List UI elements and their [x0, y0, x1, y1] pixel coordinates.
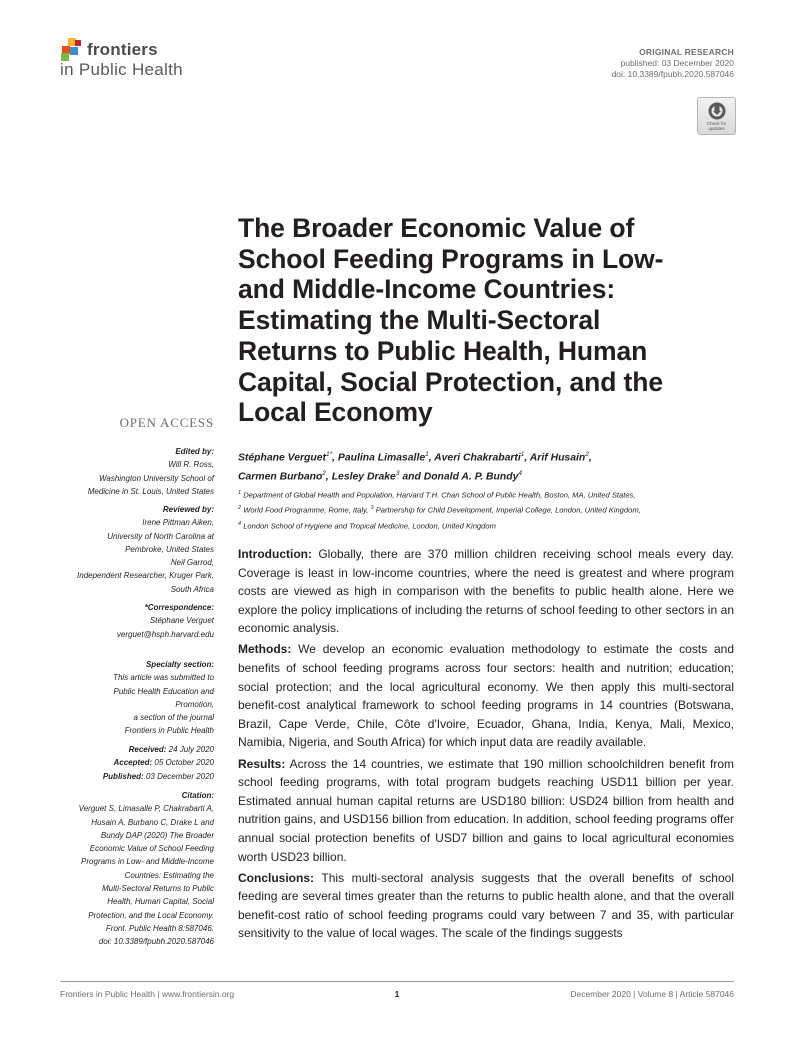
- affiliation: $^2$ World Food Programme, Rome, Italy, $^3$ Partnership for Child Development, Imperial College, London, United Kingdom,: [238, 505, 641, 515]
- author-name[interactable]: Stéphane Verguet: [238, 452, 326, 464]
- abstract-conclusions: Conclusions: This multi-sectoral analysis suggests that the overall benefits of school feeding are several times greater than the returns to public health alone, and that the overall benefit-cost ratio of school feeding programs could vary between 7 and 35, with particular sensitivity to the value of local wages. The scale of the findings suggests: [238, 870, 734, 941]
- sidebar-citation: Citation: Verguet S, Limasalle P, Chakrabarti A, Husain A, Burbano C, Drake L and Bundy DAP (2020) The Broader Economic Value of School Feeding Programs in Low- and Middle-Income Countries: Estimating the Multi-Sectoral Returns to Public Health, Human Capital, Social Protection, and the Local Economy. Front. Public Health 8:587046. doi: 10.3389/fpubh.2020.587046: [78, 791, 214, 947]
- abstract: [238, 545, 734, 945]
- affiliation: $^4$ London School of Hygiene and Tropical Medicine, London, United Kingdom: [238, 520, 496, 531]
- journal-name: in Public Health: [60, 60, 183, 79]
- correspondence-email[interactable]: verguet@hsph.harvard.edu: [116, 629, 214, 639]
- article-type: ORIGINAL RESEARCH: [639, 47, 734, 57]
- check-for-updates-label: updates: [708, 126, 725, 131]
- sidebar-edited-by: Edited by: Will R. Ross, Washington University School of Medicine in St. Louis, United States: [87, 447, 214, 496]
- doi[interactable]: doi: 10.3389/fpubh.2020.587046: [611, 69, 734, 79]
- author-name[interactable]: Arif Husain: [529, 452, 586, 464]
- footer-journal-link[interactable]: Frontiers in Public Health | www.frontiersin.org: [60, 989, 235, 999]
- footer-divider: [60, 981, 734, 982]
- page-number: 1: [394, 989, 400, 999]
- check-for-updates-label: Check for: [706, 121, 727, 126]
- author-list: Stéphane Verguet$^{1*}$, Paulina Limasalle$^1$, Averi Chakrabarti$^1$, Arif Husain$^2$, Carmen Burbano$^2$, Lesley Drake$^3$ and Donald A. P. Bundy$^4$: [238, 451, 592, 483]
- author-name[interactable]: Averi Chakrabarti: [434, 452, 521, 464]
- affiliations: [238, 487, 738, 533]
- footer-issue-info: December 2020 | Volume 8 | Article 587046: [570, 989, 734, 999]
- check-for-updates-button[interactable]: [697, 97, 736, 135]
- sidebar-dates: Received: 24 July 2020 Accepted: 05 October 2020 Published: 03 December 2020: [102, 745, 214, 781]
- published-date: published: 03 December 2020: [620, 58, 734, 68]
- author-name[interactable]: Donald A. P. Bundy: [423, 471, 519, 483]
- author-name[interactable]: Carmen Burbano: [238, 471, 323, 483]
- article-title: The Broader Economic Value of School Feeding Programs in Low- and Middle-Income Countries: Estimating the Multi-Sectoral Returns to Public Health, Human Capital, Social Protection, and the Local Economy: [238, 213, 664, 428]
- author-name[interactable]: Paulina Limasalle: [337, 452, 426, 464]
- affiliation: $^1$ Department of Global Health and Population, Harvard T.H. Chan School of Public Health, Boston, MA, United States,: [238, 490, 636, 500]
- check-for-updates-icon: [707, 101, 727, 121]
- frontiers-logo-icon: [60, 36, 84, 62]
- abstract-methods: Methods: We develop an economic evaluation methodology to estimate the costs and benefits of school feeding programs across four sectors: health and nutrition; education; social protection; and the local agricultural economy. We then apply this multi-sectoral benefit-cost analytical framework to school feeding programs in 14 countries (Botswana, Brazil, Cape Verde, Chile, Côte d'Ivoire, Ecuador, Ghana, India, Kenya, Mali, Mexico, Namibia, Nigeria, and South Africa) for which input data are readily available.: [238, 642, 734, 750]
- abstract-introduction: Introduction: Globally, there are 370 million children receiving school meals every day. Coverage is least in low-income countries, where the need is greatest and where program costs are viewed as high in comparison with the benefits to public health alone. Here we explore the policy implications of including the returns of school feeding to other sectors in an economic analysis.: [238, 547, 734, 636]
- sidebar-reviewed-by: Reviewed by: Irene Pittman Aiken, University of North Carolina at Pembroke, United States Neil Garrod, Independent Researcher, Kruger Park, South Africa: [77, 505, 214, 594]
- open-access-label: OPEN ACCESS: [119, 415, 214, 430]
- abstract-results: Results: Across the 14 countries, we estimate that 190 million schoolchildren benefit from school feeding programs, with total program budgets reaching USD11 billion per year. Estimated annual human capital returns are USD180 billion: USD24 billion from health and nutrition gains, and USD156 billion from education. In addition, school feeding programs offer annual social protection benefits of USD7 billion and gains to local agricultural economies worth USD23 billion.: [238, 756, 734, 864]
- sidebar-correspondence: *Correspondence: Stéphane Verguet verguet@hsph.harvard.edu: [40, 601, 214, 641]
- sidebar-specialty: Specialty section: This article was submitted to Public Health Education and Promotion, a section of the journal Frontiers in Public Health: [113, 660, 214, 736]
- author-name[interactable]: Lesley Drake: [331, 471, 396, 483]
- logo-wordmark: frontiers: [87, 40, 158, 59]
